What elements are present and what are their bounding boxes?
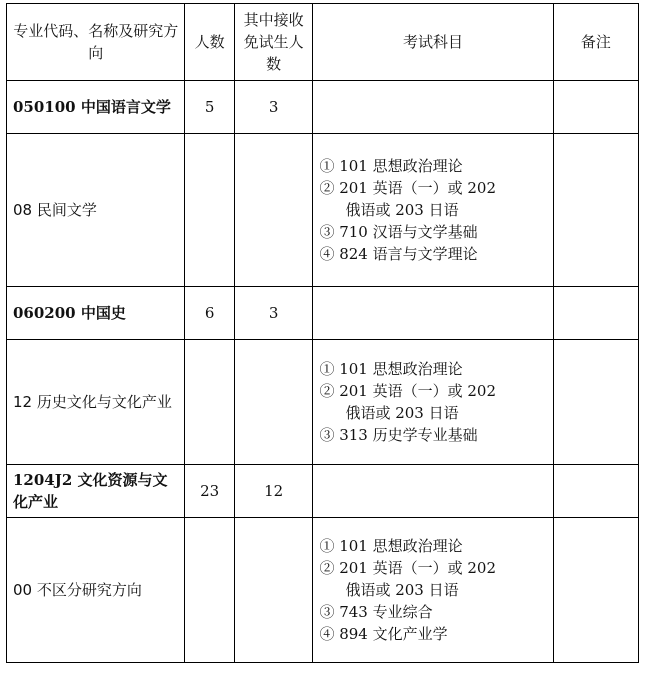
note-cell xyxy=(553,340,638,465)
subject-item: ② 201 英语（一）或 202 xyxy=(319,382,497,400)
header-exam: 考试科目 xyxy=(313,4,553,81)
note-cell xyxy=(553,287,638,340)
major-exempt: 12 xyxy=(234,465,313,518)
major-count: 5 xyxy=(185,81,234,134)
enrollment-table xyxy=(6,3,639,663)
exam-cell-empty xyxy=(313,81,553,134)
subject-item: 俄语或 203 日语 xyxy=(345,404,459,422)
header-name: 专业代码、名称及研究方向 xyxy=(7,4,185,81)
major-exempt: 3 xyxy=(234,287,313,340)
major-count: 23 xyxy=(185,465,234,518)
header-note: 备注 xyxy=(553,4,638,81)
major-row xyxy=(7,465,639,518)
direction-count xyxy=(185,340,234,465)
subject-item: ① 101 思想政治理论 xyxy=(319,537,463,555)
subject-item: ① 101 思想政治理论 xyxy=(319,360,463,378)
header-count: 人数 xyxy=(185,4,234,81)
direction-exempt xyxy=(234,518,313,663)
major-row xyxy=(7,81,639,134)
major-row xyxy=(7,287,639,340)
note-cell xyxy=(553,465,638,518)
direction-exempt xyxy=(234,340,313,465)
subject-item: ② 201 英语（一）或 202 xyxy=(319,559,497,577)
subject-item: ④ 894 文化产业学 xyxy=(319,625,448,643)
direction-row xyxy=(7,518,639,663)
subject-item: ③ 710 汉语与文学基础 xyxy=(319,223,478,241)
note-cell xyxy=(553,134,638,287)
direction-row xyxy=(7,340,639,465)
subject-item: ③ 313 历史学专业基础 xyxy=(319,426,478,444)
direction-row xyxy=(7,134,639,287)
exam-cell-empty xyxy=(313,287,553,340)
direction-count xyxy=(185,134,234,287)
direction-exempt xyxy=(234,134,313,287)
note-cell xyxy=(553,518,638,663)
exam-subjects xyxy=(313,518,553,663)
major-name: 060200 中国史 xyxy=(7,287,185,340)
subject-item: ③ 743 专业综合 xyxy=(319,603,433,621)
header-exempt: 其中接收免试生人数 xyxy=(234,4,313,81)
major-exempt: 3 xyxy=(234,81,313,134)
exam-cell-empty xyxy=(313,465,553,518)
major-count: 6 xyxy=(185,287,234,340)
note-cell xyxy=(553,81,638,134)
subject-item: ② 201 英语（一）或 202 xyxy=(319,179,497,197)
major-name: 050100 中国语言文学 xyxy=(7,81,185,134)
exam-subjects xyxy=(313,134,553,287)
direction-name: 08 民间文学 xyxy=(7,134,185,287)
major-name: 1204J2 文化资源与文化产业 xyxy=(7,465,185,518)
direction-count xyxy=(185,518,234,663)
subject-item: 俄语或 203 日语 xyxy=(345,581,459,599)
header-row xyxy=(7,4,639,81)
subject-item: ④ 824 语言与文学理论 xyxy=(319,245,478,263)
exam-subjects xyxy=(313,340,553,465)
subject-item: 俄语或 203 日语 xyxy=(345,201,459,219)
direction-name: 12 历史文化与文化产业 xyxy=(7,340,185,465)
direction-name: 00 不区分研究方向 xyxy=(7,518,185,663)
subject-item: ① 101 思想政治理论 xyxy=(319,157,463,175)
